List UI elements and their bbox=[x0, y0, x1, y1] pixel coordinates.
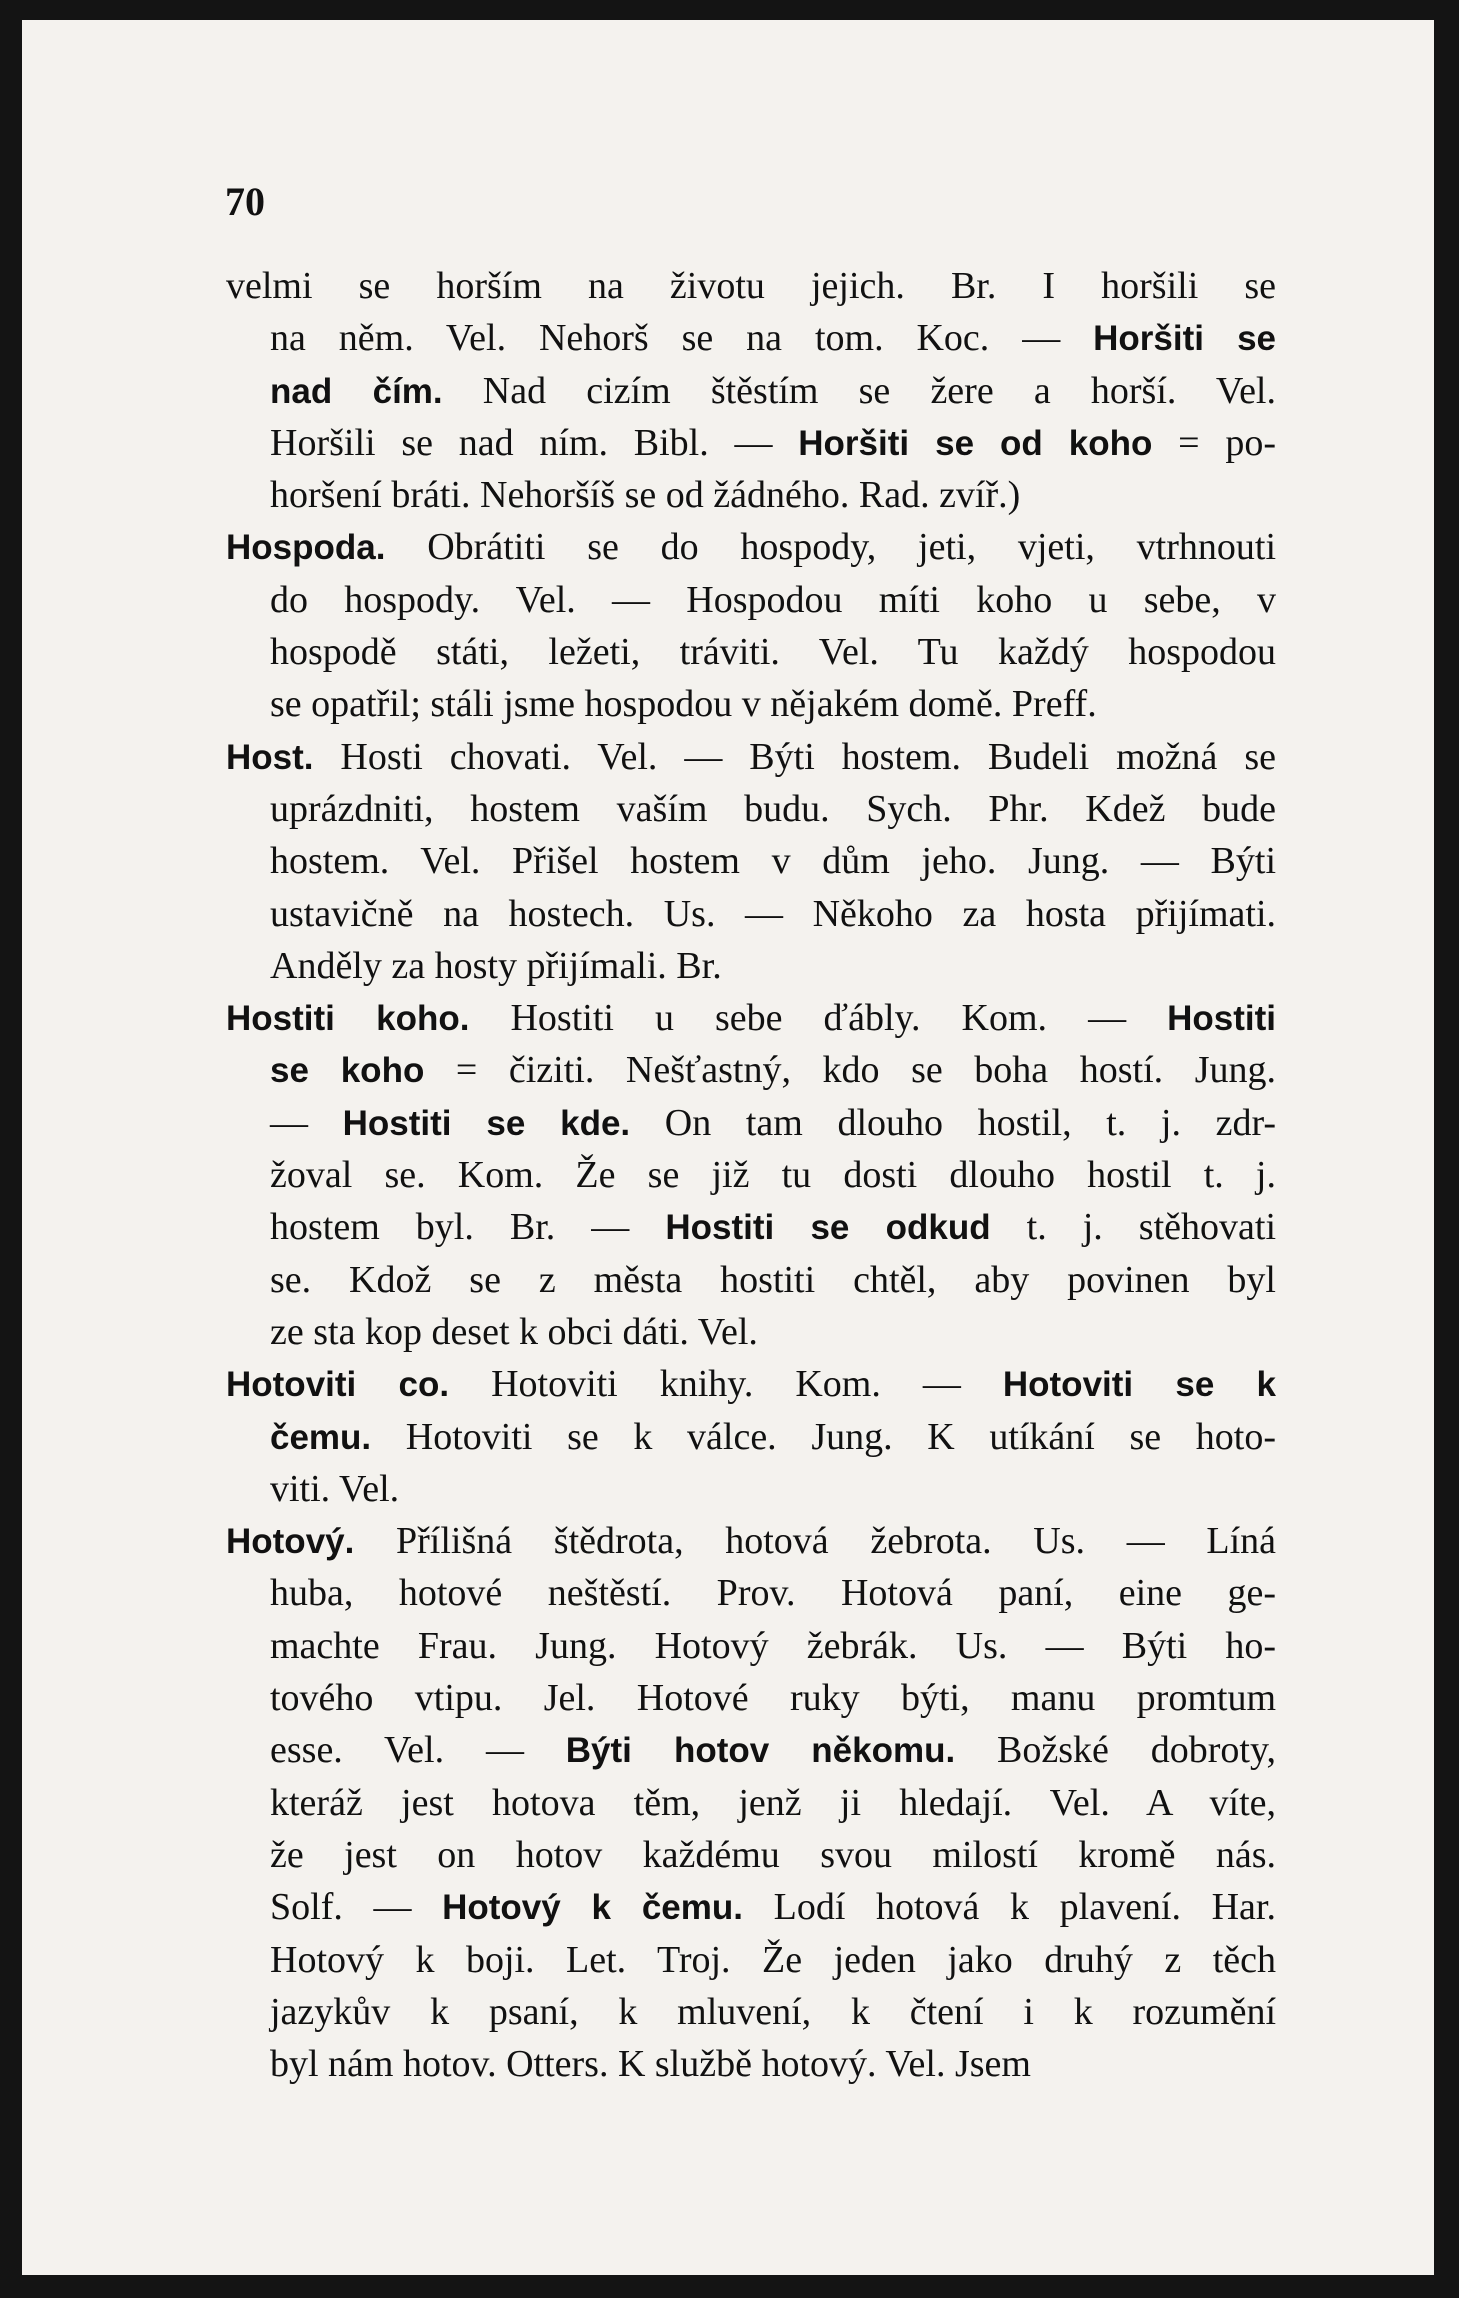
text-line bbox=[226, 783, 1276, 835]
text-segment: Hotoviti knihy. Kom. — bbox=[449, 1363, 1003, 1406]
text-line bbox=[226, 1829, 1276, 1881]
headword: Hostiti bbox=[1167, 999, 1276, 1039]
text-segment: Božské dobroty, bbox=[955, 1729, 1276, 1772]
text-line bbox=[226, 1044, 1276, 1096]
text-line bbox=[226, 260, 1276, 312]
book-page bbox=[22, 20, 1434, 2275]
text-segment: do hospody. Vel. — Hospodou míti koho u sebe, v bbox=[270, 578, 1276, 621]
text-segment: Hosti chovati. Vel. — Býti hostem. Budeli možná se bbox=[313, 735, 1276, 778]
dictionary-entry bbox=[226, 1358, 1276, 1515]
text-segment: t. j. stěhovati bbox=[990, 1206, 1277, 1249]
headword: Hotoviti se k bbox=[1002, 1365, 1276, 1405]
text-segment: Hostiti u sebe ďábly. Kom. — bbox=[469, 997, 1168, 1040]
text-line bbox=[226, 1097, 1276, 1149]
text-line bbox=[226, 835, 1276, 887]
text-line bbox=[226, 888, 1276, 940]
text-line bbox=[226, 1149, 1276, 1201]
text-segment: žoval se. Kom. Že se již tu dosti dlouho hostil t. j. bbox=[270, 1154, 1276, 1197]
headword: Hostiti se odkud bbox=[665, 1208, 991, 1248]
text-line bbox=[226, 1254, 1276, 1306]
headword: Host. bbox=[226, 737, 314, 777]
text-line bbox=[226, 1567, 1276, 1619]
text-segment: kteráž jest hotova těm, jenž ji hledají. Vel. A víte, bbox=[270, 1781, 1276, 1824]
text-line bbox=[226, 1672, 1276, 1724]
text-line bbox=[226, 365, 1276, 417]
dictionary-entry bbox=[226, 1515, 1276, 2090]
text-segment: Hotový k boji. Let. Troj. Že jeden jako druhý z těch bbox=[270, 1938, 1276, 1981]
headword: se koho bbox=[270, 1051, 425, 1091]
dictionary-entry bbox=[226, 521, 1276, 730]
text-segment: Přílišná štědrota, hotová žebrota. Us. — Líná bbox=[354, 1520, 1276, 1563]
headword: Hostiti koho. bbox=[226, 999, 470, 1039]
headword: Hotoviti co. bbox=[226, 1365, 450, 1405]
text-line bbox=[226, 1777, 1276, 1829]
text-line bbox=[226, 1411, 1276, 1463]
text-line bbox=[226, 626, 1276, 678]
headword: Býti hotov někomu. bbox=[565, 1731, 956, 1771]
text-segment: hostem. Vel. Přišel hostem v dům jeho. Jung. — Býti bbox=[270, 840, 1276, 883]
text-segment: = po- bbox=[1152, 421, 1277, 464]
headword: Hotový k čemu. bbox=[442, 1888, 743, 1928]
text-segment: hospodě státi, ležeti, tráviti. Vel. Tu každý hospodou bbox=[270, 631, 1276, 674]
text-line bbox=[226, 1463, 1276, 1515]
text-segment: — bbox=[270, 1101, 343, 1144]
text-segment: Obrátiti se do hospody, jeti, vjeti, vtrhnouti bbox=[385, 526, 1276, 569]
text-line bbox=[226, 1934, 1276, 1986]
text-segment: uprázdniti, hostem vaším budu. Sych. Phr. Kdež bude bbox=[270, 787, 1276, 830]
text-line bbox=[226, 940, 1276, 992]
text-line bbox=[226, 521, 1276, 573]
dictionary-entry bbox=[226, 992, 1276, 1358]
headword: čemu. bbox=[270, 1417, 372, 1457]
text-segment: tového vtipu. Jel. Hotové ruky býti, manu promtum bbox=[270, 1677, 1276, 1720]
text-line bbox=[226, 992, 1276, 1044]
headword: Horšiti se od koho bbox=[798, 423, 1153, 463]
text-segment: na něm. Vel. Nehorš se na tom. Koc. — bbox=[270, 317, 1094, 360]
text-segment: horšení bráti. Nehoršíš se od žádného. Rad. zvíř.) bbox=[270, 474, 1021, 517]
headword: Hostiti se kde. bbox=[342, 1103, 631, 1143]
text-line bbox=[226, 1986, 1276, 2038]
text-segment: byl nám hotov. Otters. K službě hotový. Vel. Jsem bbox=[270, 2043, 1031, 2086]
text-line bbox=[226, 1358, 1276, 1410]
text-segment: hostem byl. Br. — bbox=[270, 1206, 666, 1249]
text-segment: Horšili se nad ním. Bibl. — bbox=[270, 421, 799, 464]
dictionary-text bbox=[226, 260, 1276, 2090]
text-segment: machte Frau. Jung. Hotový žebrák. Us. — Býti ho- bbox=[270, 1624, 1276, 1667]
headword: Hotový. bbox=[226, 1522, 355, 1562]
text-line bbox=[226, 2038, 1276, 2090]
text-line bbox=[226, 1724, 1276, 1776]
dictionary-entry bbox=[226, 731, 1276, 992]
text-segment: = čiziti. Nešťastný, kdo se boha hostí. Jung. bbox=[424, 1049, 1276, 1092]
text-line bbox=[226, 1620, 1276, 1672]
text-line bbox=[226, 312, 1276, 364]
text-segment: se opatřil; stáli jsme hospodou v nějakém domě. Preff. bbox=[270, 683, 1097, 726]
headword: nad čím. bbox=[270, 371, 443, 411]
text-segment: viti. Vel. bbox=[270, 1467, 400, 1510]
text-line bbox=[226, 1201, 1276, 1253]
text-segment: ze sta kop deset k obci dáti. Vel. bbox=[270, 1310, 758, 1353]
text-segment: Anděly za hosty přijímali. Br. bbox=[270, 944, 722, 987]
text-segment: Lodí hotová k plavení. Har. bbox=[743, 1886, 1276, 1929]
text-segment: ustavičně na hostech. Us. — Někoho za hosta přijímati. bbox=[270, 892, 1276, 935]
headword: Hospoda. bbox=[226, 528, 386, 568]
text-segment: Hotoviti se k válce. Jung. K utíkání se hoto- bbox=[371, 1415, 1276, 1458]
text-line bbox=[226, 417, 1276, 469]
text-segment: se. Kdož se z města hostiti chtěl, aby povinen byl bbox=[270, 1258, 1276, 1301]
text-line bbox=[226, 678, 1276, 730]
text-segment: On tam dlouho hostil, t. j. zdr- bbox=[630, 1101, 1276, 1144]
text-segment: že jest on hotov každému svou milostí kromě nás. bbox=[270, 1833, 1276, 1876]
text-line bbox=[226, 1515, 1276, 1567]
headword: Horšiti se bbox=[1093, 319, 1277, 359]
text-line bbox=[226, 574, 1276, 626]
text-line bbox=[226, 1881, 1276, 1933]
text-segment: esse. Vel. — bbox=[270, 1729, 566, 1772]
text-line bbox=[226, 1306, 1276, 1358]
text-line bbox=[226, 731, 1276, 783]
text-segment: velmi se horším na životu jejich. Br. I horšili se bbox=[226, 265, 1276, 307]
dictionary-entry bbox=[226, 260, 1276, 521]
text-segment: jazykův k psaní, k mluvení, k čtení i k rozumění bbox=[270, 1990, 1276, 2033]
text-segment: Solf. — bbox=[270, 1886, 443, 1929]
text-segment: huba, hotové neštěstí. Prov. Hotová paní, eine ge- bbox=[270, 1572, 1276, 1615]
page-number: 70 bbox=[225, 179, 265, 224]
text-segment: Nad cizím štěstím se žere a horší. Vel. bbox=[442, 369, 1276, 412]
text-line bbox=[226, 469, 1276, 521]
